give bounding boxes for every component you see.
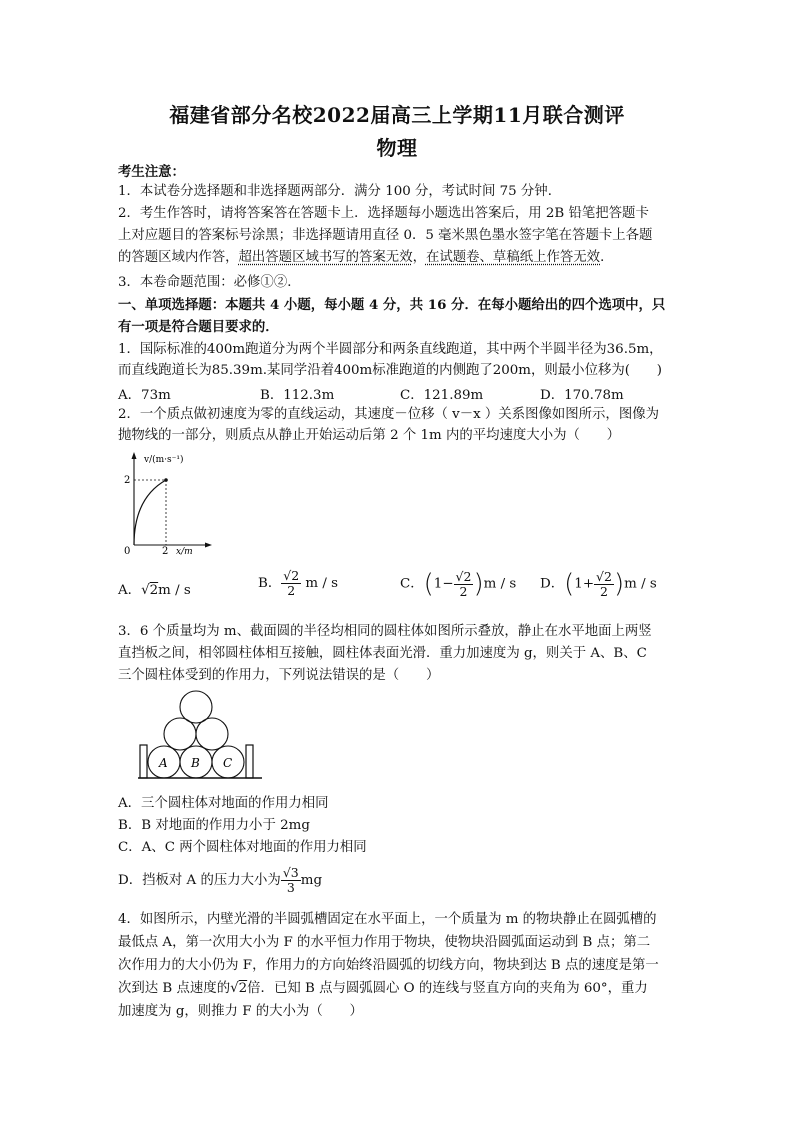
- q2-option-c: [400, 569, 516, 599]
- paren: (: [423, 569, 434, 599]
- option-label: D．: [540, 576, 565, 592]
- prefix: 1−: [433, 576, 454, 592]
- text-segment: 倍．已知 B 点与圆弧圆心 O 的连线与竖直方向的夹角为 60°，重力: [247, 981, 648, 996]
- fraction: [594, 570, 614, 599]
- notice-item-1: 1．本试卷分选择题和非选择题两部分．满分 100 分，考试时间 75 分钟．: [118, 184, 562, 199]
- notice-emphasis: 在试题卷、草稿纸上作答无效: [425, 250, 601, 265]
- notice-text: ，: [412, 250, 426, 265]
- numerator: √2: [283, 568, 300, 583]
- notice-item-2-line-3: [118, 249, 678, 267]
- notice-text: ．: [600, 250, 614, 265]
- fraction: [281, 866, 301, 895]
- paren: ): [473, 569, 484, 599]
- unit: m / s: [624, 576, 657, 592]
- option-text: D．挡板对 A 的压力大小为: [118, 873, 281, 888]
- x-axis-arrow: [205, 543, 212, 548]
- numerator: √3: [282, 865, 299, 880]
- q3-line-2: 直挡板之间，相邻圆柱体相互接触，圆柱体表面光滑．重力加速度为 g，则关于 A、B、C: [118, 646, 647, 661]
- q4-line-1: 4．如图所示，内壁光滑的半圆弧槽固定在水平面上，一个质量为 m 的物块静止在圆弧槽的: [118, 912, 657, 927]
- numerator: √2: [455, 568, 472, 584]
- q1-option-a: A．73m: [118, 388, 171, 403]
- q3-option-b: B．B 对地面的作用力小于 2mg: [118, 818, 310, 833]
- unit: mg: [300, 873, 323, 888]
- q2-option-a: [118, 579, 191, 598]
- paren: ): [613, 569, 625, 599]
- y-axis-label: v/(m·s⁻¹): [144, 455, 184, 465]
- q4-line-5: 加速度为 g，则推力 F 的大小为（ ）: [118, 1004, 363, 1019]
- q2-option-b: [258, 569, 338, 598]
- q1-line-1: 1．国际标准的400m跑道分为两个半圆部分和两条直线跑道，其中两个半圆半径为36.5m，: [118, 342, 663, 357]
- q2-line-2: 抛物线的一部分，则质点从静止开始运动后第 2 个 1m 内的平均速度大小为（ ）: [118, 428, 621, 443]
- sqrt-icon: √: [141, 583, 150, 598]
- q4-line-2: 最低点 A，第一次用大小为 F 的水平恒力作用于物块，使物块沿圆弧面运动到 B 点；第二: [118, 935, 651, 950]
- fraction: [454, 570, 474, 599]
- paren: (: [564, 569, 575, 599]
- denominator: 3: [286, 880, 295, 895]
- q1-option-d: D．170.78m: [540, 388, 624, 403]
- sqrt-icon: √: [230, 981, 239, 996]
- q2-line-1: 2．一个质点做初速度为零的直线运动，其速度－位移（ v－x ）关系图像如图所示，图像为: [118, 407, 659, 422]
- radicand: 2: [149, 583, 159, 598]
- y-axis-arrow: [132, 452, 137, 459]
- q1-option-c: C．121.89m: [400, 388, 484, 403]
- label-b: B: [191, 756, 200, 770]
- q3-option-c: C．A、C 两个圆柱体对地面的作用力相同: [118, 840, 367, 855]
- numerator: √2: [596, 568, 612, 584]
- curve-point: [164, 478, 168, 482]
- unit: m / s: [483, 576, 517, 592]
- q1-line-2: 而直线跑道长为85.39m.某同学沿着400m标准跑道的内侧跑了200m，则最小位移为( ): [118, 363, 662, 378]
- y-tick-label: 2: [124, 475, 131, 486]
- label-a: A: [159, 756, 168, 770]
- denominator: 2: [459, 583, 468, 599]
- q3-cylinders-figure: [138, 690, 262, 784]
- notice-text: 的答题区域内作答，: [118, 250, 239, 265]
- q2-velocity-displacement-graph: [124, 450, 214, 560]
- q3-line-1: 3．6 个质量均为 m、截面圆的半径均相同的圆柱体如图所示叠放，静止在水平地面上两竖: [118, 624, 652, 639]
- q2-option-d: [540, 569, 657, 599]
- q3-option-a: A．三个圆柱体对地面的作用力相同: [118, 796, 329, 811]
- q1-option-b: B．112.3m: [260, 388, 335, 403]
- q3-option-d: [118, 866, 322, 895]
- origin-label: 0: [124, 546, 131, 557]
- text-segment: 次到达 B 点速度的: [118, 981, 231, 996]
- notice-emphasis: 超出答题区域书写的答案无效: [238, 250, 413, 265]
- left-baffle: [140, 745, 147, 778]
- unit: m / s: [158, 583, 191, 598]
- notice-item-2-line-1: 2．考生作答时，请将答案答在答题卡上．选择题每小题选出答案后，用 2B 铅笔把答题卡: [118, 206, 649, 221]
- denominator: 2: [600, 583, 608, 599]
- right-baffle: [246, 745, 253, 778]
- option-label: A．: [118, 583, 142, 598]
- notice-heading: 考生注意：: [118, 164, 185, 180]
- section-1-heading-line-2: 有一项是符合题目要求的．: [118, 319, 279, 335]
- exam-title: 福建省部分名校2022届高三上学期11月联合测评: [169, 103, 625, 127]
- fraction: [281, 569, 301, 598]
- prefix: 1+: [574, 576, 595, 592]
- option-label: C．: [400, 576, 424, 592]
- label-c: C: [223, 756, 233, 770]
- notice-item-2-line-2: 上对应题目的答案标号涂黑；非选择题请用直径 0．5 毫米黑色墨水签字笔在答题卡上各题: [118, 228, 653, 243]
- section-1-heading-line-1: 一、单项选择题：本题共 4 小题，每小题 4 分，共 16 分．在每小题给出的四个选项中，只: [118, 297, 666, 313]
- option-label: B．: [258, 576, 282, 591]
- notice-item-3: 3．本卷命题范围：必修①②．: [118, 275, 301, 290]
- x-axis-label: x/m: [176, 547, 193, 557]
- radicand: 2: [238, 981, 248, 996]
- denominator: 2: [287, 583, 296, 598]
- exam-subject: 物理: [376, 136, 418, 160]
- parabola-curve: [134, 480, 166, 545]
- x-tick-label: 2: [162, 546, 169, 557]
- q4-line-4: [118, 980, 678, 998]
- q4-line-3: 次作用力的大小仍为 F，作用力的方向始终沿圆弧的切线方向，物块到达 B 点的速度是第一: [118, 958, 659, 973]
- unit: m / s: [305, 576, 339, 591]
- cylinder-top: [180, 691, 212, 723]
- q3-line-3: 三个圆柱体受到的作用力，下列说法错误的是（ ）: [118, 668, 440, 683]
